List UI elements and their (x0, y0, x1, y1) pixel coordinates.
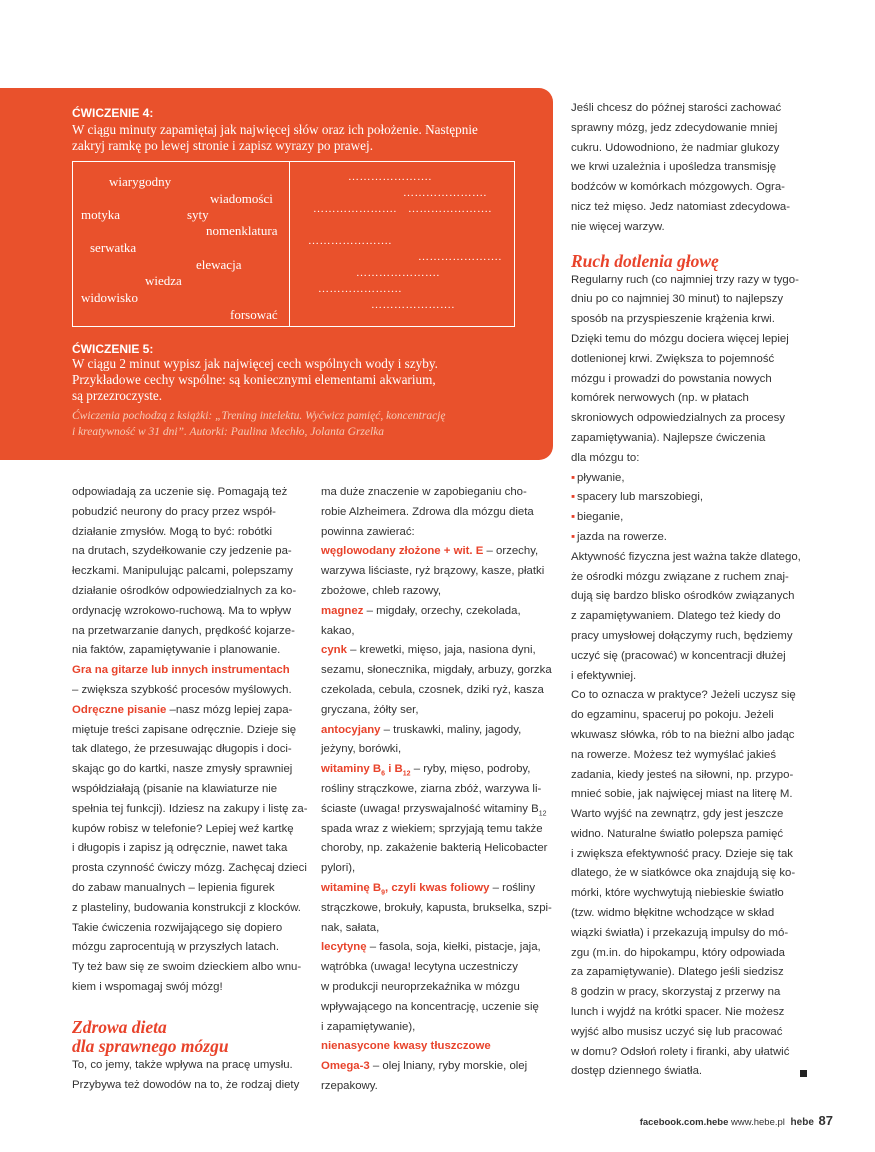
bullet-item (571, 528, 821, 548)
col3-line: Regularny ruch (co najmniej trzy razy w tygo- (571, 273, 799, 286)
col1-line: prosta czynność ćwiczy mózg. Zachęcaj dzieci (72, 862, 307, 875)
col3-line: wiązki światła) i przekazują impulsy do mó- (571, 926, 789, 939)
col3-line: Aktywność fizyczna jest ważna także dlatego, (571, 550, 801, 563)
col3-line: i zwiększa efektywność pracy. Dzieje się tak (571, 847, 793, 860)
bullet-icon: ▪ (571, 530, 576, 543)
guitar-highlight: Gra na gitarze lub innych instrumentach (72, 664, 290, 677)
col2-line: – krewetki, mięso, jaja, nasiona dyni, (346, 644, 536, 657)
col2-line: – olej lniany, ryby morskie, olej (369, 1060, 528, 1073)
col3-line: wyjść albo musisz uczyć się lub pracować (571, 1025, 783, 1038)
col3-line: zgu (m.in. do hipokampu, który odpowiada (571, 946, 786, 959)
col2-line: choroby, np. zakażenie bakterią Helicobacter (321, 842, 548, 855)
col3-line: Co to oznacza w praktyce? Jeżeli uczysz się (571, 689, 796, 702)
col3-line: Jeśli chcesz do późnej starości zachować (571, 102, 782, 114)
blank-line: …………………. (348, 171, 432, 183)
folic-acid-highlight (321, 881, 490, 897)
col1-line: współdziałają (pisanie na klawiaturze nie (72, 782, 278, 795)
blank-line: …………………. (308, 235, 392, 247)
footer-facebook: facebook.com.hebe (639, 1117, 729, 1128)
movement-heading: Ruch dotlenia głowę (571, 250, 719, 271)
col2-line: rzepakowy. (321, 1079, 378, 1092)
blank-line: …………………. (318, 283, 402, 295)
col3-line: dlatego, że w siatkówce oka znajdują się ko- (571, 867, 796, 880)
diet-heading-line-2: dla sprawnego mózgu (72, 1035, 229, 1056)
memory-word: wiadomości (210, 191, 273, 206)
blank-line: …………………. (403, 187, 487, 199)
col1-line: Przybywa też dowodów na to, że rodzaj diety (72, 1078, 300, 1091)
col3-line: uczyć się (pracować) w koncentracji dłużej (571, 649, 786, 662)
footer-www: www.hebe.pl (731, 1117, 785, 1128)
col3-line: Warto wyjść na zewnątrz, gdy jest jeszcze (571, 808, 784, 821)
folic-text: , czyli kwas foliowy (385, 881, 490, 894)
col2-line: wątróbka (uwaga! lecytyna uczestniczy (321, 961, 518, 974)
vitamin-b-text: witaminy B (321, 763, 382, 776)
zinc-highlight: cynk (321, 644, 347, 657)
col2-line: wpływającego na koncentrację, uczenie się (321, 1000, 539, 1013)
col3-line: za zapamiętywanie). Dlatego jeśli siedzisz (571, 966, 784, 979)
col3-line: sposób na przyspieszenie krążenia krwi. (571, 313, 775, 326)
col3-line: dotlenionej krwi. Zwiększa to pojemność (571, 352, 775, 365)
col1-line: – zwiększa szybkość procesów myślowych. (72, 683, 292, 696)
col2-line: nak, sałata, (321, 921, 380, 934)
diet-heading-line-1: Zdrowa dieta (72, 1016, 167, 1037)
col1-line: działanie ośrodków odpowiedzialnych za ko- (72, 584, 297, 597)
col1-line: skając go do kartki, nasze zmysły sprawniej (72, 763, 293, 776)
column-1 (72, 483, 312, 1095)
memory-word: wiedza (145, 273, 182, 288)
subscript: 9 (381, 889, 386, 897)
col3-line: że ośrodki mózgu związane z ruchem znaj- (571, 570, 789, 583)
col3-line: mózgu i prowadzi do powstania nowych (571, 372, 772, 385)
col2-line: – orzechy, (483, 545, 539, 558)
col2-line: ma duże znaczenie w zapobieganiu cho- (321, 486, 527, 498)
col3-line: zadania, kiedy jesteś na siłowni, np. przypo- (571, 768, 794, 781)
subscript: 12 (402, 770, 411, 778)
col2-line: – ryby, mięso, podroby, (410, 763, 531, 776)
col3-line: nie więcej warzyw. (571, 220, 665, 233)
column-2 (321, 483, 561, 1097)
col3-line: widno. Naturalne światło polepsza pamięć (571, 827, 784, 840)
footer-brand: hebe (790, 1117, 814, 1128)
col3-line: lunch i wyjdź na krótki spacer. Nie możesz (571, 1006, 785, 1019)
memory-word: elewacja (196, 257, 242, 272)
col1-line: –nasz mózg lepiej zapa- (166, 703, 293, 716)
col3-line: nicz też mięso. Jedz natomiast zdecydowa- (571, 200, 791, 213)
blank-line: …………………. (371, 299, 455, 311)
memory-word: wiarygodny (109, 174, 172, 189)
col2-line: robie Alzheimera. Zdrowa dla mózgu dieta (321, 505, 534, 518)
col2-line: w produkcji neuroprzekaźnika w mózgu (321, 980, 520, 993)
exercise-4-line-1: W ciągu minuty zapamiętaj jak najwięcej słów oraz ich położenie. Następnie (72, 122, 478, 137)
bullet-icon: ▪ (571, 491, 576, 504)
bullet-text: bieganie, (577, 511, 624, 524)
blank-line: …………………. (356, 267, 440, 279)
col1-line: do zabaw manualnych – lepienia figurek (72, 881, 275, 894)
col2-line: warzywa liściaste, ryż brązowy, kasze, płatki (321, 565, 545, 578)
lecithin-highlight: lecytynę (321, 941, 367, 954)
col3-line: we krwi uzależnia i upośledza transmisję (571, 161, 777, 174)
col3-line: bodźców w komórkach mózgowych. Ogra- (571, 181, 785, 194)
vitamin-b-highlight (321, 763, 411, 778)
memory-word: serwatka (90, 240, 137, 255)
col2-line: czekolada, cebula, czosnek, dziki ryż, kasza (321, 683, 544, 696)
exercise-5-line-2: Przykładowe cechy wspólne: są koniecznymi elementami akwarium, (72, 372, 436, 387)
bullet-item (571, 469, 821, 489)
col1-line: Takie ćwiczenia rozwijającego się dopiero (72, 921, 283, 934)
exercise-box (0, 88, 553, 460)
blank-line: …………………. (408, 203, 492, 215)
magnesium-highlight: magnez (321, 604, 364, 617)
col3-line: skroniowych odpowiedzialnych za procesy (571, 412, 785, 425)
bullet-icon: ▪ (571, 511, 576, 524)
col3-line: zapamiętywania). Najlepsze ćwiczenia (571, 431, 766, 444)
col3-line: mnieć sobie, jak najwięcej miast na literę M. (571, 788, 793, 801)
col2-line: powinna zawierać: (321, 525, 415, 538)
col3-line: wkuwasz słówka, rób to na bieżni albo jadąc (571, 728, 795, 741)
col3-line: komórek nerwowych (np. w płatach (571, 392, 749, 405)
col2-line: – migdały, orzechy, czekolada, (363, 604, 521, 617)
col1-line: mózgu zaprocentują w przyszłych latach. (72, 941, 280, 954)
col3-line: i efektywniej. (571, 669, 637, 682)
col2-line: pylori), (321, 862, 356, 875)
exercise-4-line-2: zakryj ramkę po lewej stronie i zapisz wyrazy po prawej. (72, 138, 373, 153)
grid-divider (289, 162, 290, 326)
col2-line: gryczana, żółty ser, (321, 703, 419, 716)
col3-line: dla mózgu to: (571, 451, 640, 464)
col1-line: nia faktów, zapamiętywanie i planowanie. (72, 644, 281, 657)
blank-line: …………………. (313, 203, 397, 215)
bullet-icon: ▪ (571, 471, 576, 484)
col2-line: kakao, (321, 624, 355, 637)
bullet-item (571, 488, 821, 508)
col1-line: na drutach, szydełkowanie czy jedzenie pa- (72, 545, 292, 558)
col3-line: dniu po co najmniej 30 minut) to najlepszy (571, 293, 784, 306)
col1-line: miętuje treści zapisane odręcznie. Dzieje się (72, 723, 297, 736)
memory-word: syty (187, 207, 209, 222)
col2-line: rośliny strączkowe, ziarna zbóż, warzywa li- (321, 782, 542, 795)
col1-line: działanie zmysłów. Mogą to być: robótki (72, 525, 273, 538)
col1-line: ordynację wzrokowo-ruchową. Ma to wpływ (72, 604, 292, 617)
vitamin-b-text: i B (385, 763, 403, 776)
exercise-5-title: ĆWICZENIE 5: (72, 342, 154, 356)
memory-word: forsować (230, 307, 278, 322)
memory-word: widowisko (81, 290, 139, 305)
col1-line: tak dlatego, że przesuwając długopis i doci- (72, 743, 292, 756)
credit-line-2: i kreatywność w 31 dni”. Autorki: Paulina Mechło, Jolanta Grzelka (72, 426, 385, 438)
col1-line: kiem i wspomagaj swój mózg! (72, 980, 223, 993)
col3-line: dują się bardzo blisko ośrodków związanych (571, 590, 795, 603)
page-number: 87 (818, 1113, 833, 1128)
col3-line: pracy umysłowej dołączymy ruch, będziemy (571, 629, 793, 642)
col1-line: spełnia tej funkcji). Idziesz na zakupy i listę za- (72, 802, 308, 815)
col1-line: z plasteliny, budowania konstrukcji z klocków. (72, 901, 301, 914)
col2-line: sezamu, słonecznika, migdały, arbuzy, gorzka (321, 664, 552, 677)
word-memory-grid (72, 161, 515, 327)
bullet-text: spacery lub marszobiegi, (577, 491, 704, 504)
carbs-highlight: węglowodany złożone + wit. E (321, 545, 484, 558)
folic-text: witaminę B (321, 881, 382, 894)
col3-line: Dzięki temu do mózgu dociera więcej lepiej (571, 332, 789, 345)
col1-line: łeczkami. Manipulując palcami, polepszamy (72, 565, 293, 578)
memory-word: motyka (81, 207, 120, 222)
col3-line: sprawny mózg, jedz zdecydowanie mniej (571, 121, 778, 134)
col1-line: pobudzić neurony do pracy przez współ- (72, 505, 276, 518)
exercise-5-line-1: W ciągu 2 minut wypisz jak najwięcej cech wspólnych wody i szyby. (72, 356, 438, 371)
col1-line: na przetwarzanie danych, prędkość kojarze- (72, 624, 295, 637)
col3-line: na rowerze. Możesz też wymyślać jakieś (571, 748, 777, 761)
col2-line: ściaste (uwaga! przyswajalność witaminy B (321, 802, 539, 815)
article-end-mark (800, 1070, 807, 1077)
col3-line: 8 godzin w pracy, skorzystaj z przerwy na (571, 986, 781, 999)
col2-line: spada wraz z wiekiem; sprzyjają temu także (321, 822, 543, 835)
credit-line-1: Ćwiczenia pochodzą z książki: „Trening intelektu. Wyćwicz pamięć, koncentrację (72, 410, 446, 422)
col3-line: dostęp dziennego światła. (571, 1065, 703, 1078)
bullet-text: jazda na rowerze. (577, 530, 667, 543)
col2-line: jeżyny, borówki, (321, 743, 402, 756)
col3-line: z zapamiętywaniem. Dlatego też kiedy do (571, 610, 781, 623)
col1-line: Ty też baw się ze swoim dzieckiem albo wnu- (72, 961, 302, 974)
col1-line: To, co jemy, także wpływa na pracę umysłu. (72, 1058, 293, 1071)
col2-line: strączkowe, brokuły, kapusta, brukselka, szpi- (321, 901, 552, 914)
page-footer (640, 1113, 833, 1128)
col3-line: do egzaminu, spaceruj po pokoju. Jeżeli (571, 709, 774, 722)
col2-line: – rośliny (489, 881, 536, 894)
col2-line: zbożowe, chleb razowy, (321, 584, 442, 597)
subscript: 6 (381, 770, 386, 778)
bullet-text: pływanie, (577, 471, 625, 484)
col3-line: mórki, które wychwytują niebieskie światło (571, 887, 784, 900)
col2-line: i zapamiętywanie), (321, 1020, 416, 1033)
writing-highlight: Odręczne pisanie (72, 703, 167, 716)
col2-line: – truskawki, maliny, jagody, (380, 723, 522, 736)
exercise-4-title: ĆWICZENIE 4: (72, 106, 154, 120)
col1-line: i długopis i zapisz ją odręcznie, nawet taka (72, 842, 288, 855)
col3-line: (tzw. widmo błękitne wchodzące w skład (571, 907, 775, 920)
omega-highlight-2: Omega-3 (321, 1060, 370, 1073)
omega-highlight-1: nienasycone kwasy tłuszczowe (321, 1040, 491, 1053)
blank-line: …………………. (418, 251, 502, 263)
exercise-5-line-3: są przezroczyste. (72, 388, 163, 403)
bullet-item (571, 508, 821, 528)
column-3 (571, 99, 821, 1082)
col1-line: odpowiadają za uczenie się. Pomagają też (72, 486, 288, 498)
book-credit (72, 408, 532, 440)
subscript: 12 (538, 810, 547, 818)
col3-line: cukru. Udowodniono, że nadmiar glukozy (571, 141, 780, 154)
col3-line: w domu? Odsłoń rolety i firanki, aby ułatwić (571, 1045, 790, 1058)
col2-line: – fasola, soja, kiełki, pistacje, jaja, (366, 941, 541, 954)
memory-word: nomenklatura (206, 223, 278, 238)
col1-line: kupów robisz w telefonie? Lepiej weź kartkę (72, 822, 294, 835)
anthocyanins-highlight: antocyjany (321, 723, 381, 736)
